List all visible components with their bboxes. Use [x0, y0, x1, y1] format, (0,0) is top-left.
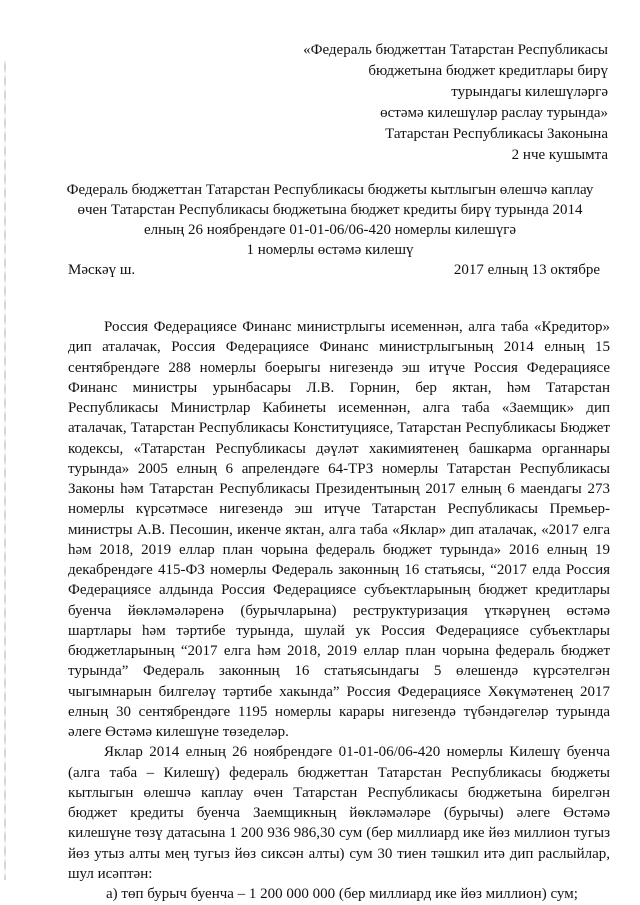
- attachment-line: турындагы килешүләргә: [451, 84, 608, 100]
- attachment-line: өстәмә килешүләр раслау турында»: [380, 105, 608, 121]
- body-paragraph: Россия Федерациясе Финанс министрлыгы исеменнән, алга таба «Кредитор» дип аталачак, Россия Федерациясе Финанс министрлыгының 2014 елның 15 сентябрендәге 288 номерлы боерыгы нигезендә эш итүче Россия Федерациясе Финанс министры урынбасары Л.В. Горнин, бер яктан, һәм Татарстан Республикасы Министрлар Кабинеты исеменнән, алга таба «Заемщик» дип аталачак, Татарстан Республикасы Конституциясе, Татарстан Республикасы Бюджет кодексы, «Татарстан Республикасы дәүләт хакимиятенең башкарма органнары турында» 2005 елның 6 апрелендәге 64-ТРЗ номерлы Татарстан Республикасы Законы һәм Татарстан Республикасы Президентының 2017 елның 6 маендагы 273 номерлы күрсәтмәсе нигезендә эш итүче Татарстан Республикасы Премьер-министры А.В. Песошин, икенче яктан, алга таба «Яклар» дип аталачак, «2017 елга һәм 2018, 2019 еллар план чорына федераль бюджет турында» 2016 елның 19 декабрендәге 415-ФЗ номерлы Федераль законның 16 статьясы, “2017 елда Россия Федерациясе алдында Россия Федерациясе субъектларының бюджет кредитлары буенча йөкләмәләренә (бурычларына) реструктуризация үткәрүнең өстәмә шартлары һәм тәртибе турында, шулай ук Россия Федерациясе субъектлары бюджетларының “2017 елга һәм 2018, 2019 еллар план чорына федераль бюджет турында” Федераль законның 16 статьясындагы 5 өлешендә күрсәтелгән чыгымнарын билгеләү тәртибе хакында” Россия Федерациясе Хөкүмәтенең 2017 елның 30 сентябрендәге 1195 номерлы карары нигезендә түбәндәгеләр турында әлеге Өстәмә килешүне төзеделәр.: [68, 319, 610, 740]
- attachment-line: 2 нче кушымта: [511, 147, 608, 163]
- attachment-line: Татарстан Республикасы Законына: [385, 126, 608, 142]
- signing-date: 2017 елның 13 октябре: [453, 262, 600, 278]
- binding-margin-marks: [4, 60, 6, 880]
- attachment-header: [248, 40, 608, 166]
- document-title: [60, 180, 600, 260]
- title-line: елның 26 ноябрендәге 01-01-06/06-420 номерлы килешүгә: [143, 222, 517, 238]
- title-line: 1 номерлы өстәмә килешү: [246, 242, 414, 258]
- title-line: өчен Татарстан Республикасы бюджетына бюджет кредиты бирү турында 2014: [77, 202, 583, 218]
- document-body: [68, 317, 610, 904]
- attachment-line: бюджетына бюджет кредитлары бирү: [368, 63, 608, 79]
- title-line: Федераль бюджеттан Татарстан Республикасы бюджеты кытлыгын өлешчә каплау: [66, 182, 594, 198]
- body-paragraph: Яклар 2014 елның 26 ноябрендәге 01-01-06/06-420 номерлы Килешү буенча (алга таба – Килешү) федераль бюджеттан Татарстан Республикасы бюджеты кытлыгын өлешчә каплау өчен Татарстан Республикасы бюджетына бирелгән бюджет кредиты буенча Заемщикның йөкләмәләре (бурычы) әлеге Өстәмә килешүне төзү датасына 1 200 936 986,30 сум (бер миллиард ике йөз миллион тугыз йөз утыз алты мең тугыз йөз сиксән алты) сум 30 тиен тәшкил итә дип раслыйлар, шул исәптән:: [68, 744, 610, 882]
- body-list-item: а) төп бурыч буенча – 1 200 000 000 (бер миллиард ике йөз миллион) сум;: [106, 886, 578, 902]
- attachment-line: «Федераль бюджеттан Татарстан Республикасы: [303, 42, 608, 58]
- signing-place: Мәскәү ш.: [68, 262, 136, 278]
